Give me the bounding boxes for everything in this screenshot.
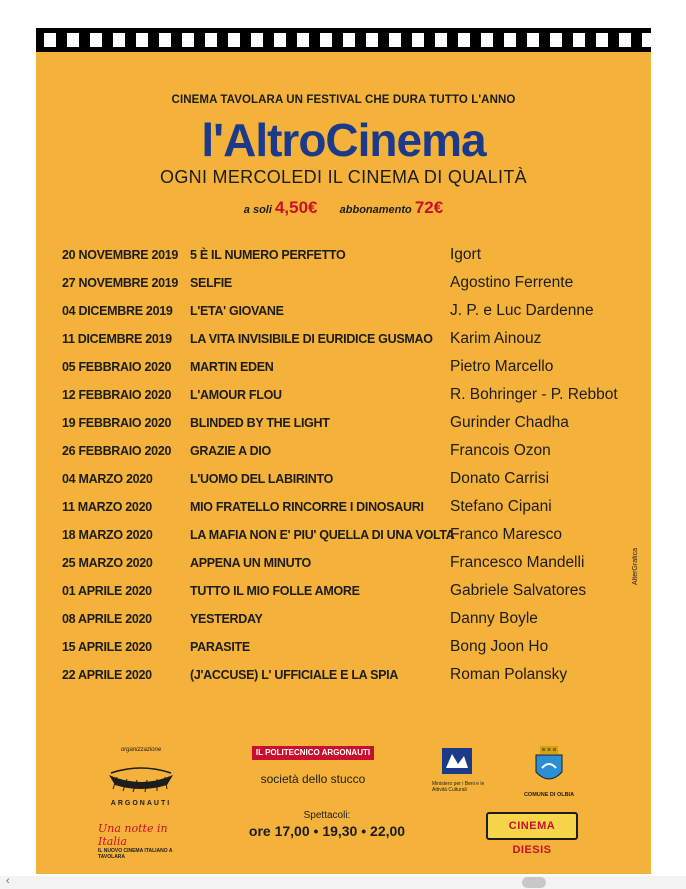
film-director: Igort [450, 246, 482, 263]
screening-date: 11 DICEMBRE 2019 [62, 332, 172, 346]
tagline: CINEMA TAVOLARA UN FESTIVAL CHE DURA TUTTO L'ANNO [171, 94, 516, 106]
schedule-row [62, 664, 642, 692]
schedule-row [62, 356, 642, 384]
filmstrip-hole [550, 33, 562, 47]
organizer-label: organizzazione [120, 747, 162, 753]
filmstrip-hole [366, 33, 378, 47]
screening-date: 12 FEBBRAIO 2020 [62, 388, 172, 402]
comune-logo [518, 746, 580, 798]
filmstrip-hole [412, 33, 424, 47]
filmstrip-hole [136, 33, 148, 47]
film-director: Karim Ainouz [450, 330, 542, 347]
filmstrip-hole [44, 33, 56, 47]
filmstrip-hole [481, 33, 493, 47]
single-price: 4,50€ [274, 198, 318, 217]
filmstrip-hole [113, 33, 125, 47]
film-title: L'ETA' GIOVANE [190, 304, 284, 318]
film-director: Bong Joon Ho [450, 638, 549, 655]
film-title: PARASITE [190, 640, 250, 654]
schedule-row [62, 272, 642, 300]
filmstrip-hole [205, 33, 217, 47]
film-director: Danny Boyle [450, 610, 538, 627]
organizer-name: ARGONAUTI [110, 800, 172, 807]
subscription-label: abbonamento [339, 204, 412, 216]
film-title: MIO FRATELLO RINCORRE I DINOSAURI [190, 500, 424, 514]
film-title: YESTERDAY [190, 612, 263, 626]
design-credit: AlterGrafica [632, 548, 639, 585]
film-title: LA MAFIA NON E' PIU' QUELLA DI UNA VOLTA [190, 528, 455, 542]
filmstrip-hole [573, 33, 585, 47]
filmstrip-hole [251, 33, 263, 47]
film-director: R. Bohringer - P. Rebbot [450, 386, 618, 403]
subtitle: OGNI MERCOLEDI IL CINEMA DI QUALITÀ [160, 167, 527, 187]
filmstrip-hole [642, 33, 651, 47]
schedule-list [62, 244, 642, 692]
screening-date: 27 NOVEMBRE 2019 [62, 276, 179, 290]
schedule-row [62, 580, 642, 608]
scroll-left-icon[interactable]: ‹ [6, 875, 10, 887]
filmstrip-hole [527, 33, 539, 47]
showtimes [232, 810, 422, 839]
film-title: BLINDED BY THE LIGHT [190, 416, 330, 430]
schedule-row [62, 524, 642, 552]
film-director: Franco Maresco [450, 526, 562, 543]
screening-date: 01 APRILE 2020 [62, 584, 152, 598]
film-director: Roman Polansky [450, 666, 568, 683]
film-director: Gabriele Salvatores [450, 582, 587, 599]
schedule-row [62, 468, 642, 496]
film-title: L'AMOUR FLOU [190, 388, 282, 402]
horizontal-scrollbar[interactable] [0, 876, 686, 889]
screening-date: 20 NOVEMBRE 2019 [62, 248, 179, 262]
ministero-mark-icon [442, 748, 472, 774]
schedule-row [62, 328, 642, 356]
filmstrip-hole [504, 33, 516, 47]
screening-date: 05 FEBBRAIO 2020 [62, 360, 172, 374]
filmstrip-hole [389, 33, 401, 47]
film-title: MARTIN EDEN [190, 360, 274, 374]
filmstrip-hole [297, 33, 309, 47]
filmstrip-hole [320, 33, 332, 47]
film-director: Gurinder Chadha [450, 414, 569, 431]
comune-text: COMUNE DI OLBIA [523, 792, 575, 798]
showtimes-times: ore 17,00 • 19,30 • 22,00 [248, 823, 406, 839]
screening-date: 15 APRILE 2020 [62, 640, 152, 654]
film-director: Donato Carrisi [450, 470, 550, 487]
film-title: SELFIE [190, 276, 232, 290]
notte-italia-logo [98, 822, 198, 860]
screening-date: 18 MARZO 2020 [62, 528, 153, 542]
film-director: J. P. e Luc Dardenne [450, 302, 594, 319]
cinema-diesis-logo: CINEMA DIESIS [486, 812, 578, 840]
schedule-row [62, 244, 642, 272]
screening-date: 26 FEBBRAIO 2020 [62, 444, 172, 458]
film-director: Francesco Mandelli [450, 554, 585, 571]
single-price-prefix: a soli [243, 204, 272, 216]
screening-date: 11 MARZO 2020 [62, 500, 152, 514]
screening-date: 04 MARZO 2020 [62, 472, 153, 486]
filmstrip-border [36, 28, 651, 52]
film-title: (J'ACCUSE) L' UFFICIALE E LA SPIA [190, 668, 399, 682]
schedule-row [62, 300, 642, 328]
film-title: APPENA UN MINUTO [190, 556, 311, 570]
screening-date: 08 APRILE 2020 [62, 612, 152, 626]
brand-title: l'AltroCinema [201, 114, 486, 166]
schedule-row [62, 412, 642, 440]
schedule-row [62, 636, 642, 664]
schedule-row [62, 496, 642, 524]
stucco-logo: società dello stucco [260, 772, 366, 786]
boat-icon [105, 755, 177, 795]
ministero-text: Ministero per i Beni e le Attività Culturali [432, 781, 485, 793]
film-director: Pietro Marcello [450, 358, 554, 375]
filmstrip-hole [90, 33, 102, 47]
filmstrip-hole [435, 33, 447, 47]
film-director: Francois Ozon [450, 442, 551, 459]
argonauti-logo [102, 747, 180, 807]
crest-icon [532, 746, 566, 786]
schedule-row [62, 440, 642, 468]
price-line [36, 198, 651, 218]
screening-date: 22 APRILE 2020 [62, 668, 152, 682]
film-director: Stefano Cipani [450, 498, 552, 515]
showtimes-label: Spettacoli: [303, 810, 351, 821]
screening-date: 19 FEBBRAIO 2020 [62, 416, 172, 430]
ministero-logo [432, 748, 488, 793]
film-title: 5 È IL NUMERO PERFETTO [190, 248, 346, 262]
filmstrip-hole [458, 33, 470, 47]
film-director: Agostino Ferrente [450, 274, 574, 291]
filmstrip-hole [596, 33, 608, 47]
film-title: TUTTO IL MIO FOLLE AMORE [190, 584, 360, 598]
filmstrip-hole [274, 33, 286, 47]
notte-subtitle: IL NUOVO CINEMA ITALIANO A TAVOLARA [98, 848, 173, 860]
filmstrip-hole [67, 33, 79, 47]
filmstrip-hole [159, 33, 171, 47]
notte-script: Una notte in Italia [98, 822, 168, 848]
schedule-row [62, 384, 642, 412]
scrollbar-thumb[interactable] [522, 877, 546, 888]
filmstrip-hole [182, 33, 194, 47]
filmstrip-hole [343, 33, 355, 47]
screening-date: 04 DICEMBRE 2019 [62, 304, 173, 318]
politecnico-logo: IL POLITECNICO ARGONAUTI [252, 746, 374, 760]
screening-date: 25 MARZO 2020 [62, 556, 153, 570]
film-title: LA VITA INVISIBILE DI EURIDICE GUSMAO [190, 332, 433, 346]
filmstrip-hole [228, 33, 240, 47]
schedule-row [62, 608, 642, 636]
subscription-price: 72€ [414, 198, 444, 217]
schedule-row [62, 552, 642, 580]
film-title: L'UOMO DEL LABIRINTO [190, 472, 334, 486]
filmstrip-hole [619, 33, 631, 47]
poster [36, 28, 651, 874]
film-title: GRAZIE A DIO [190, 444, 271, 458]
